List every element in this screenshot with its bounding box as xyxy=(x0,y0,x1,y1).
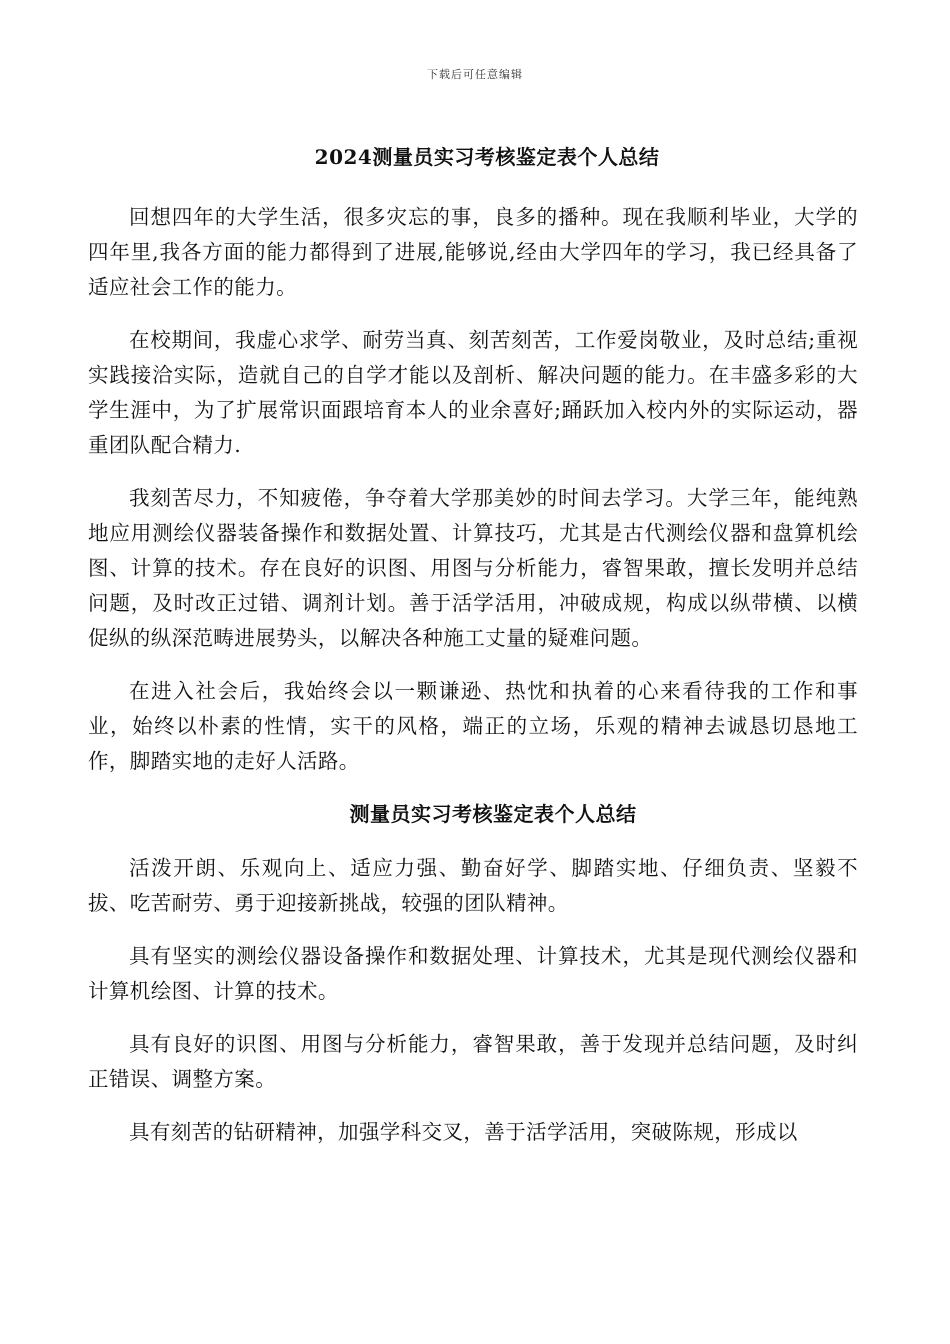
header-note: 下载后可任意编辑 xyxy=(427,68,523,81)
paragraph: 活泼开朗、乐观向上、适应力强、勤奋好学、脚踏实地、仔细负责、坚毅不拔、吃苦耐劳、勇于迎接新挑战，较强的团队精神。 xyxy=(88,856,858,915)
document-title: 2024测量员实习考核鉴定表个人总结 xyxy=(314,145,660,169)
paragraph: 回想四年的大学生活，很多灾忘的事，良多的播种。现在我顺利毕业，大学的四年里,我各方面的能力都得到了进展,能够说,经由大学四年的学习，我已经具备了适应社会工作的能力。 xyxy=(88,205,858,299)
paragraph: 我刻苦尽力，不知疲倦，争夺着大学那美妙的时间去学习。大学三年，能纯熟地应用测绘仪器装备操作和数据处置、计算技巧，尤其是古代测绘仪器和盘算机绘图、计算的技术。存在良好的识图、用图与分析能力，睿智果敢，擅长发明并总结问题，及时改正过错、调剂计划。善于活学活用，冲破成规，构成以纵带横、以横促纵的纵深范畴进展势头，以解决各种施工丈量的疑难问题。 xyxy=(88,486,858,650)
paragraph: 具有良好的识图、用图与分析能力，睿智果敢，善于发现并总结问题，及时纠正错误、调整方案。 xyxy=(88,1032,858,1091)
paragraph: 具有坚实的测绘仪器设备操作和数据处理、计算技术，尤其是现代测绘仪器和计算机绘图、计算的技术。 xyxy=(88,944,858,1003)
paragraph: 具有刻苦的钻研精神，加强学科交叉，善于活学活用，突破陈规，形成以 xyxy=(129,1120,798,1144)
paragraph: 在校期间，我虚心求学、耐劳当真、刻苦刻苦，工作爱岗敬业，及时总结;重视实践接洽实际，造就自己的自学才能以及剖析、解决问题的能力。在丰盛多彩的大学生涯中，为了扩展常识面跟培育本人的业余喜好;踊跃加入校内外的实际运动，器重团队配合精力. xyxy=(88,328,858,457)
paragraph: 在进入社会后，我始终会以一颗谦逊、热忱和执着的心来看待我的工作和事业，始终以朴素的性情，实干的风格，端正的立场，乐观的精神去诚恳切恳地工作，脚踏实地的走好人活路。 xyxy=(88,679,858,773)
document-body xyxy=(88,140,858,1168)
section-heading: 测量员实习考核鉴定表个人总结 xyxy=(349,802,637,826)
